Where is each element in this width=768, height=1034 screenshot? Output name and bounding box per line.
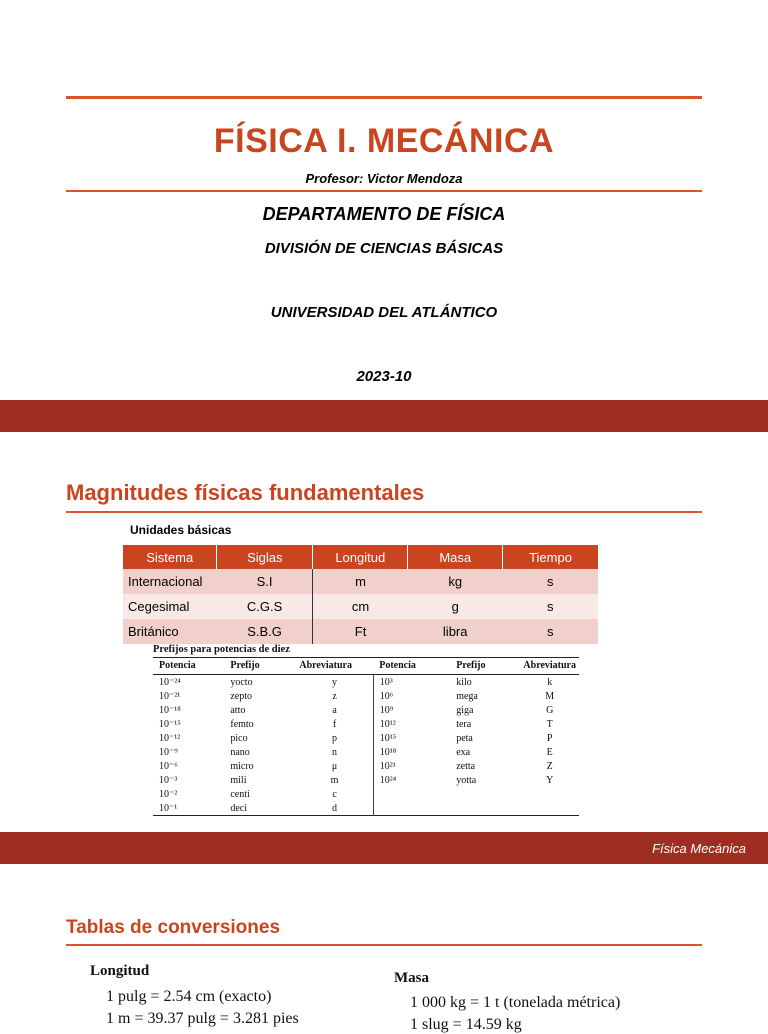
prefix-cell: a (332, 704, 337, 716)
prefix-cell: E (546, 746, 553, 758)
university-name: UNIVERSIDAD DEL ATLÁNTICO (270, 304, 498, 321)
academic-term: 2023-10 (356, 368, 412, 385)
prefix-header-cell: Potencia (153, 658, 224, 675)
slide3-title: Tablas de conversiones (66, 917, 281, 938)
professor-name: Profesor: Victor Mendoza (305, 171, 463, 186)
prefix-cell: p (332, 732, 338, 744)
prefix-cell: centi (230, 788, 250, 800)
prefix-table (153, 657, 579, 816)
prefix-header-cell: Potencia (373, 658, 450, 675)
prefix-cell: yocto (230, 676, 253, 688)
prefix-cell: 10⁻³ (159, 774, 178, 786)
slide2-title: Magnitudes físicas fundamentales (66, 480, 425, 505)
prefix-cell: peta (456, 732, 473, 744)
slide1-bottom-banner (0, 400, 768, 432)
prefix-cell: 10¹⁸ (373, 745, 450, 759)
prefix-cell (450, 787, 517, 801)
prefix-cell: tera (456, 718, 472, 730)
units-cell: Cegesimal (123, 594, 217, 619)
units-cell: kg (408, 569, 503, 594)
prefix-cell: m (330, 774, 339, 786)
table-row (153, 773, 579, 787)
prefix-cell: T (546, 718, 553, 730)
prefix-cell: 10³ (373, 675, 450, 690)
masa-line: 1 000 kg = 1 t (tonelada métrica) (410, 994, 621, 1011)
units-cell: Ft (313, 619, 408, 644)
prefix-cell: pico (230, 732, 248, 744)
table-row (153, 675, 579, 690)
prefix-cell: deci (230, 802, 248, 814)
units-cell: g (408, 594, 503, 619)
prefix-cell: mili (230, 774, 247, 786)
table-row (123, 594, 598, 619)
prefix-cell (373, 801, 450, 816)
table-row (153, 787, 579, 801)
department-name: DEPARTAMENTO DE FÍSICA (262, 204, 506, 224)
prefix-cell: 10⁻²¹ (159, 690, 181, 702)
units-cell: libra (408, 619, 503, 644)
prefix-cell: 10⁻¹² (159, 732, 181, 744)
prefix-cell: 10⁻⁹ (159, 746, 178, 758)
masa-line: 1 slug = 14.59 kg (410, 1016, 522, 1033)
prefix-cell: zepto (230, 690, 253, 702)
prefix-cell: P (546, 732, 553, 744)
longitud-heading: Longitud (90, 963, 150, 979)
prefix-table-figure (153, 644, 579, 816)
table-row (153, 717, 579, 731)
prefix-cell: z (332, 690, 337, 702)
units-header-row (123, 545, 598, 569)
prefix-cell: M (545, 690, 555, 702)
prefix-cell: d (332, 802, 338, 814)
prefix-table-body (153, 675, 579, 816)
units-cell: cm (313, 594, 408, 619)
table-row (153, 731, 579, 745)
longitud-line: 1 m = 39.37 pulg = 3.281 pies (106, 1010, 299, 1027)
units-cell: C.G.S (217, 594, 313, 619)
prefix-cell: 10¹⁵ (373, 731, 450, 745)
course-title: FÍSICA I. MECÁNICA (213, 122, 555, 160)
prefix-cell: exa (456, 746, 471, 758)
table-row (123, 619, 598, 644)
prefix-cell (373, 787, 450, 801)
slide3-rule (66, 944, 702, 946)
prefix-cell: 10⁻⁶ (159, 760, 178, 772)
prefix-cell: μ (331, 760, 338, 772)
prefix-cell: n (332, 746, 338, 758)
table-row (123, 569, 598, 594)
prefix-header-cell: Prefijo (224, 658, 293, 675)
prefix-cell: 10⁻¹⁸ (159, 704, 181, 716)
units-cell: Británico (123, 619, 217, 644)
units-table (123, 545, 598, 644)
prefix-cell: kilo (456, 676, 472, 688)
prefix-cell: 10⁶ (373, 689, 450, 703)
table-row (153, 689, 579, 703)
units-cell: s (503, 594, 599, 619)
prefix-cell: 10²⁴ (373, 773, 450, 787)
units-header-cell: Siglas (217, 545, 313, 569)
prefix-cell: Z (546, 760, 553, 772)
prefix-table-caption: Prefijos para potencias de diez (153, 644, 290, 655)
prefix-cell: 10²¹ (373, 759, 450, 773)
prefix-cell: zetta (456, 760, 476, 772)
prefix-cell (517, 787, 579, 801)
prefix-header-cell: Abreviatura (517, 658, 579, 675)
slide2-rule (66, 511, 702, 513)
prefix-cell: k (547, 676, 553, 688)
prefix-cell: nano (230, 746, 250, 758)
units-header-cell: Masa (408, 545, 503, 569)
prefix-cell: micro (230, 760, 254, 772)
prefix-cell: femto (230, 718, 254, 730)
prefix-header-row (153, 658, 579, 675)
title-rule (66, 190, 702, 192)
table-row (153, 759, 579, 773)
units-cell: s (503, 569, 599, 594)
units-cell: s (503, 619, 599, 644)
units-header-cell: Sistema (123, 545, 217, 569)
prefix-cell (517, 801, 579, 816)
prefix-cell: y (332, 676, 338, 688)
prefix-cell: Y (546, 774, 554, 786)
prefix-cell (450, 801, 517, 816)
prefix-cell: atto (230, 704, 246, 716)
masa-heading: Masa (394, 970, 429, 986)
prefix-header-cell: Prefijo (450, 658, 517, 675)
footer-label: Física Mecánica (652, 841, 746, 856)
prefix-cell: mega (456, 690, 478, 702)
prefix-cell: 10⁻¹⁵ (159, 718, 181, 730)
prefix-header-cell: Abreviatura (293, 658, 373, 675)
prefix-cell: 10⁻²⁴ (159, 676, 181, 688)
units-cell: S.B.G (217, 619, 313, 644)
units-cell: S.I (217, 569, 313, 594)
prefix-cell: G (546, 704, 554, 716)
table-row (153, 703, 579, 717)
table-row (153, 745, 579, 759)
top-rule (66, 96, 702, 99)
prefix-cell: 10⁹ (373, 703, 450, 717)
prefix-cell: 10⁻² (159, 788, 178, 800)
prefix-cell: yotta (456, 774, 477, 786)
prefix-cell: c (332, 788, 337, 800)
table-row (153, 801, 579, 816)
prefix-cell: f (332, 718, 337, 730)
longitud-line: 1 pulg = 2.54 cm (exacto) (106, 988, 272, 1005)
units-subtitle: Unidades básicas (130, 523, 232, 537)
units-header-cell: Tiempo (503, 545, 599, 569)
prefix-cell: giga (456, 704, 474, 716)
units-cell: Internacional (123, 569, 217, 594)
prefix-cell: 10¹² (373, 717, 450, 731)
units-header-cell: Longitud (313, 545, 408, 569)
units-cell: m (313, 569, 408, 594)
prefix-cell: 10⁻¹ (159, 802, 178, 814)
division-name: DIVISIÓN DE CIENCIAS BÁSICAS (264, 240, 504, 257)
